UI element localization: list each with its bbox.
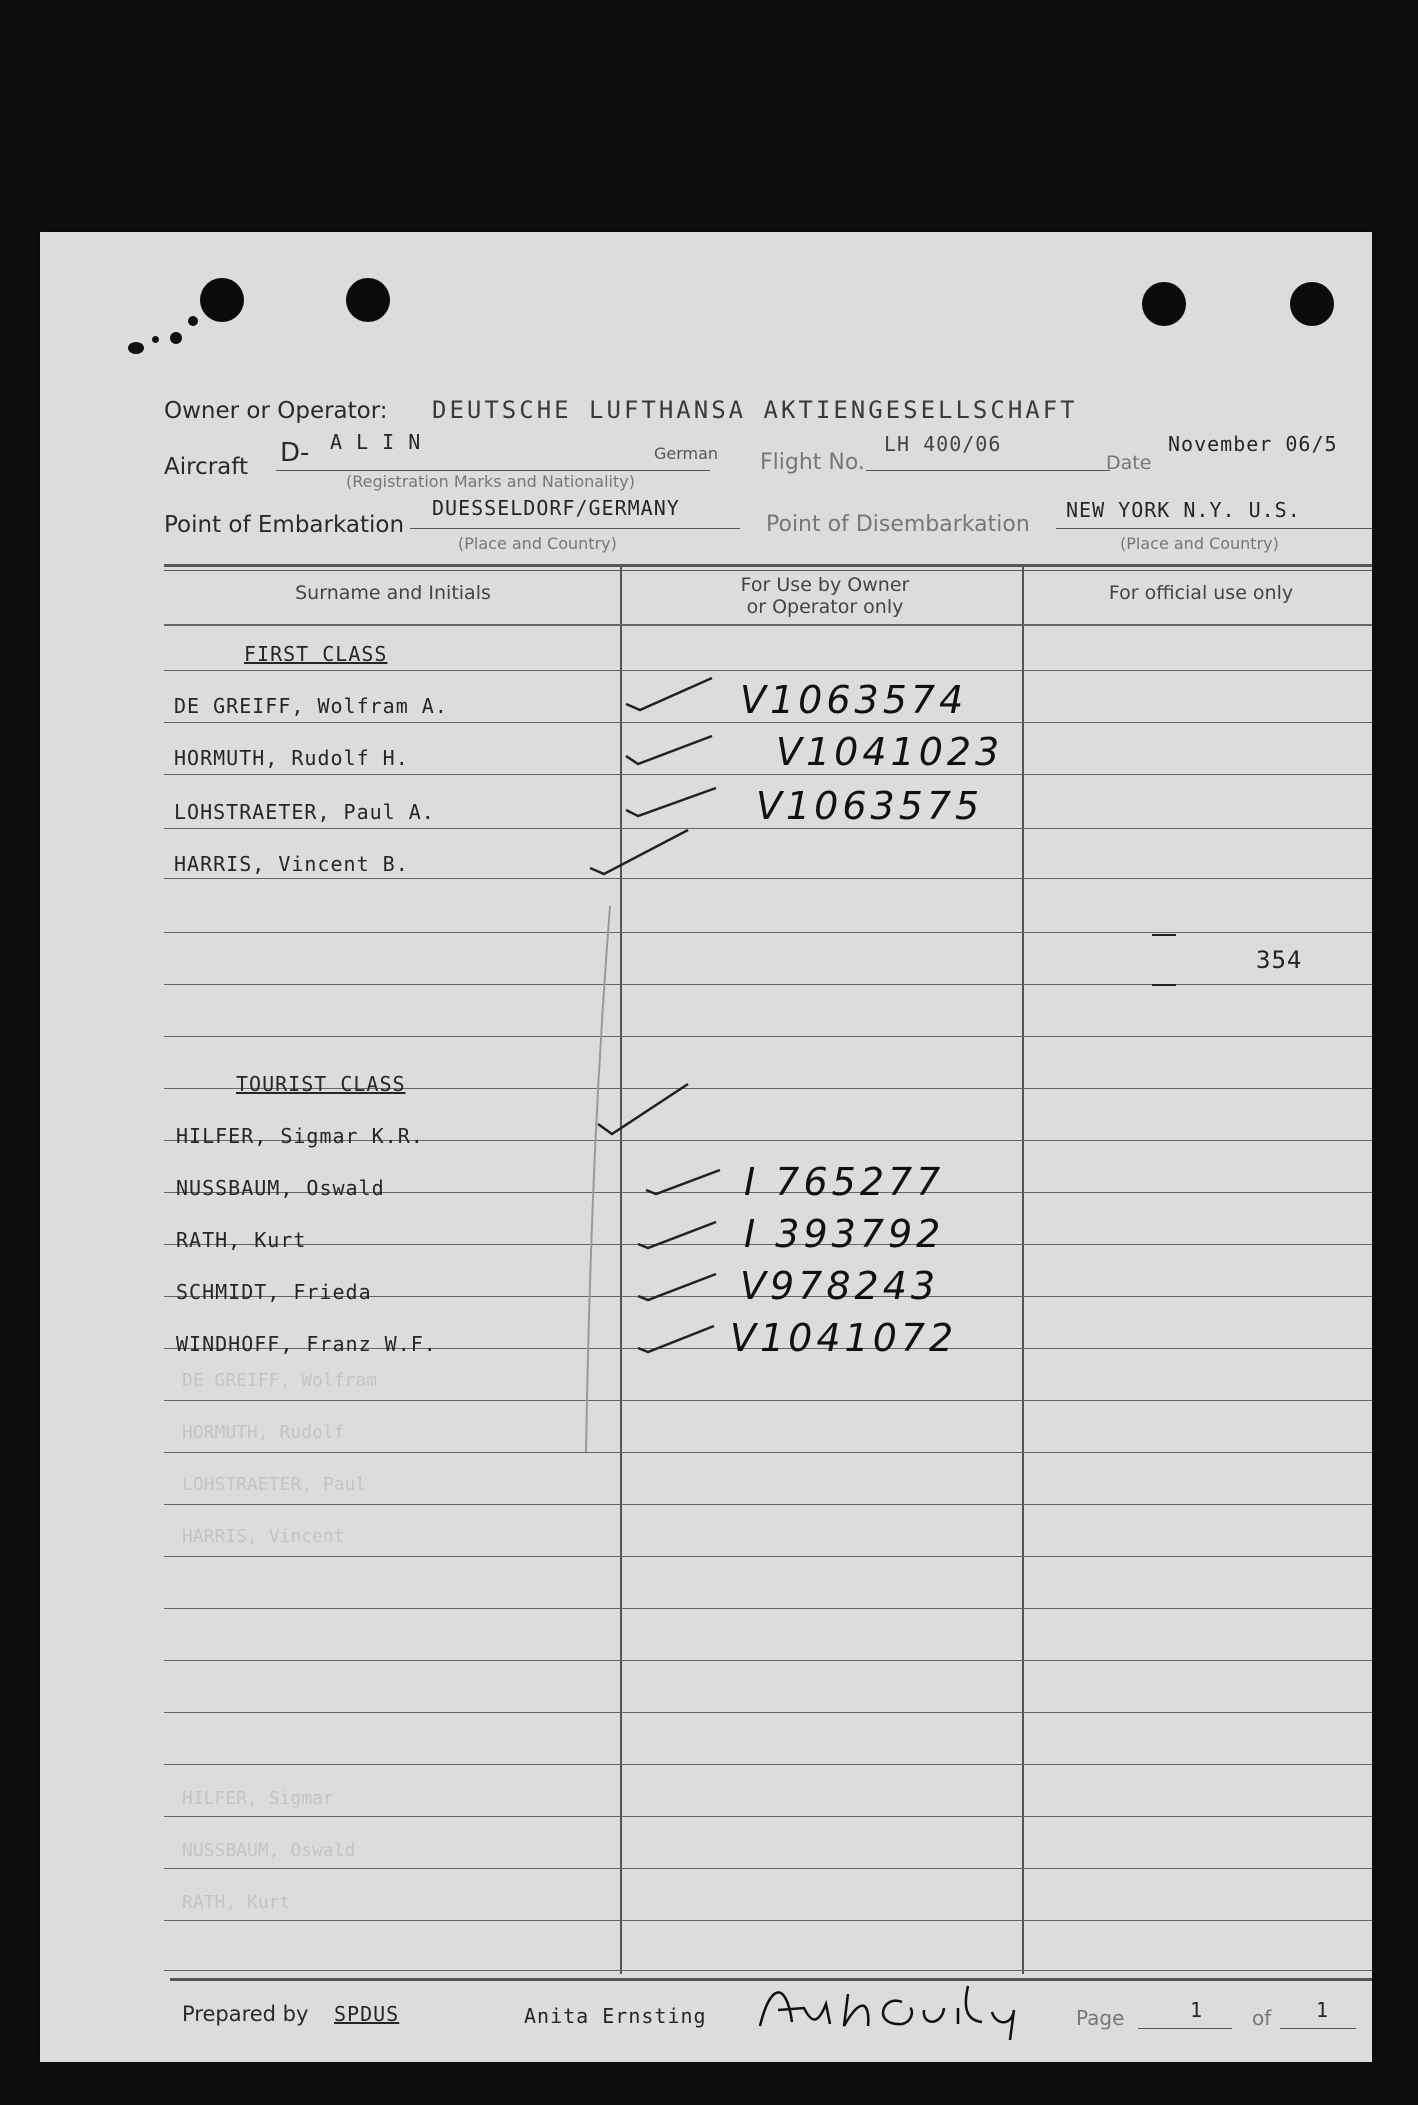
owner-label: Owner or Operator: bbox=[164, 398, 388, 424]
owner-value: DEUTSCHE LUFTHANSA AKTIENGESELLSCHAFT bbox=[432, 396, 1078, 424]
passenger-name: HILFER, Sigmar K.R. bbox=[176, 1124, 424, 1148]
flight-label: Flight No. bbox=[760, 450, 865, 475]
flight-date: November 06/5 bbox=[1168, 432, 1338, 456]
passport-number: V978243 bbox=[740, 1264, 940, 1308]
bleed-through-text: DE GREIFF, Wolfram bbox=[182, 1370, 378, 1391]
row-rule bbox=[164, 1504, 1372, 1505]
page-number: 1 bbox=[1190, 1998, 1204, 2022]
tourist-class-heading: TOURIST CLASS bbox=[236, 1072, 406, 1096]
first-class-heading: FIRST CLASS bbox=[244, 642, 388, 666]
punch-hole bbox=[1142, 282, 1186, 326]
column-header-owner-1: For Use by Owner bbox=[740, 574, 910, 596]
passenger-name: HORMUTH, Rudolf H. bbox=[174, 746, 409, 770]
date-label: Date bbox=[1106, 452, 1152, 474]
flight-number: LH 400/06 bbox=[884, 432, 1002, 456]
row-rule bbox=[164, 878, 1372, 879]
check-mark-icon bbox=[620, 672, 740, 722]
passenger-name: RATH, Kurt bbox=[176, 1228, 307, 1252]
row-rule bbox=[164, 1400, 1372, 1401]
check-mark-icon bbox=[630, 1212, 730, 1258]
official-dash bbox=[1152, 934, 1176, 936]
column-divider-2 bbox=[1022, 566, 1024, 1974]
manifest-sheet bbox=[40, 232, 1372, 2062]
embarkation-caption: (Place and Country) bbox=[458, 534, 617, 553]
punch-hole bbox=[200, 278, 244, 322]
row-rule bbox=[164, 1608, 1372, 1609]
passenger-name: LOHSTRAETER, Paul A. bbox=[174, 800, 435, 824]
row-rule bbox=[164, 1660, 1372, 1661]
check-mark-icon bbox=[580, 822, 700, 882]
row-rule bbox=[164, 1920, 1372, 1921]
embarkation-underline bbox=[410, 528, 740, 529]
ink-speck bbox=[170, 332, 182, 344]
page-label: Page bbox=[1076, 2006, 1125, 2030]
bleed-through-text: HILFER, Sigmar bbox=[182, 1788, 334, 1809]
prepared-by-value: SPDUS bbox=[334, 2002, 400, 2026]
bleed-through-text: RATH, Kurt bbox=[182, 1892, 291, 1913]
disembarkation-label: Point of Disembarkation bbox=[766, 512, 1030, 537]
table-top-rule bbox=[164, 564, 1372, 567]
passenger-name: NUSSBAUM, Oswald bbox=[176, 1176, 385, 1200]
bleed-through-text: HORMUTH, Rudolf bbox=[182, 1422, 345, 1443]
page-underline bbox=[1138, 2028, 1232, 2029]
row-rule bbox=[164, 984, 1372, 985]
row-rule bbox=[164, 722, 1372, 723]
passport-number: V1063575 bbox=[756, 784, 984, 828]
page-total: 1 bbox=[1316, 1998, 1330, 2022]
bleed-through-text: NUSSBAUM, Oswald bbox=[182, 1840, 356, 1861]
flight-underline bbox=[866, 470, 1110, 471]
aircraft-nationality: German bbox=[654, 444, 719, 463]
embarkation-label: Point of Embarkation bbox=[164, 512, 405, 538]
embarkation-value: DUESSELDORF/GERMANY bbox=[432, 496, 680, 520]
row-rule bbox=[164, 774, 1372, 775]
ink-speck bbox=[188, 316, 198, 326]
aircraft-caption: (Registration Marks and Nationality) bbox=[346, 472, 635, 491]
aircraft-prefix: D- bbox=[280, 438, 310, 468]
check-mark-icon bbox=[630, 1316, 730, 1362]
passport-number: I 393792 bbox=[744, 1212, 945, 1256]
aircraft-registration: A L I N bbox=[330, 430, 422, 454]
passenger-name: SCHMIDT, Frieda bbox=[176, 1280, 372, 1304]
passenger-name: WINDHOFF, Franz W.F. bbox=[176, 1332, 437, 1356]
passenger-name: DE GREIFF, Wolfram A. bbox=[174, 694, 448, 718]
passport-number: V1041023 bbox=[776, 730, 1004, 774]
row-rule bbox=[164, 1556, 1372, 1557]
ink-speck bbox=[128, 342, 144, 354]
row-rule bbox=[164, 1452, 1372, 1453]
row-rule bbox=[164, 828, 1372, 829]
row-rule bbox=[164, 624, 1372, 626]
disembarkation-value: NEW YORK N.Y. U.S. bbox=[1066, 498, 1301, 522]
of-label: of bbox=[1252, 2006, 1272, 2030]
passport-number: I 765277 bbox=[744, 1160, 945, 1204]
aircraft-underline bbox=[276, 470, 710, 471]
pencil-stroke bbox=[580, 902, 620, 1462]
check-mark-icon bbox=[620, 726, 740, 776]
disembarkation-caption: (Place and Country) bbox=[1120, 534, 1279, 553]
passport-number: V1041072 bbox=[730, 1316, 958, 1360]
row-rule bbox=[164, 1868, 1372, 1869]
passport-number: V1063574 bbox=[740, 678, 968, 722]
punch-hole bbox=[346, 278, 390, 322]
column-header-owner-2: or Operator only bbox=[746, 596, 904, 618]
ink-speck bbox=[152, 336, 159, 343]
row-rule bbox=[164, 1970, 1372, 1971]
of-underline bbox=[1280, 2028, 1356, 2029]
handwritten-signature bbox=[752, 1974, 1072, 2044]
bleed-through-text: LOHSTRAETER, Paul bbox=[182, 1474, 367, 1495]
punch-hole bbox=[1290, 282, 1334, 326]
bleed-through-text: HARRIS, Vincent bbox=[182, 1526, 345, 1547]
passenger-name: HARRIS, Vincent B. bbox=[174, 852, 409, 876]
row-rule bbox=[164, 670, 1372, 671]
disembarkation-underline bbox=[1056, 528, 1372, 529]
table-top-rule-2 bbox=[164, 570, 1372, 571]
row-rule bbox=[164, 1816, 1372, 1817]
row-rule bbox=[164, 1036, 1372, 1037]
check-mark-icon bbox=[620, 778, 740, 828]
column-header-official: For official use only bbox=[1108, 582, 1294, 604]
official-number: 354 bbox=[1256, 946, 1303, 974]
prepared-by-label: Prepared by bbox=[182, 2002, 309, 2026]
official-dash bbox=[1152, 984, 1176, 986]
column-header-name: Surname and Initials bbox=[295, 582, 491, 604]
aircraft-label: Aircraft bbox=[164, 454, 248, 480]
check-mark-icon bbox=[630, 1264, 730, 1310]
row-rule bbox=[164, 932, 1372, 933]
check-mark-icon bbox=[640, 1160, 740, 1206]
row-rule bbox=[164, 1712, 1372, 1713]
preparer-name: Anita Ernsting bbox=[524, 2004, 707, 2028]
row-rule bbox=[164, 1764, 1372, 1765]
